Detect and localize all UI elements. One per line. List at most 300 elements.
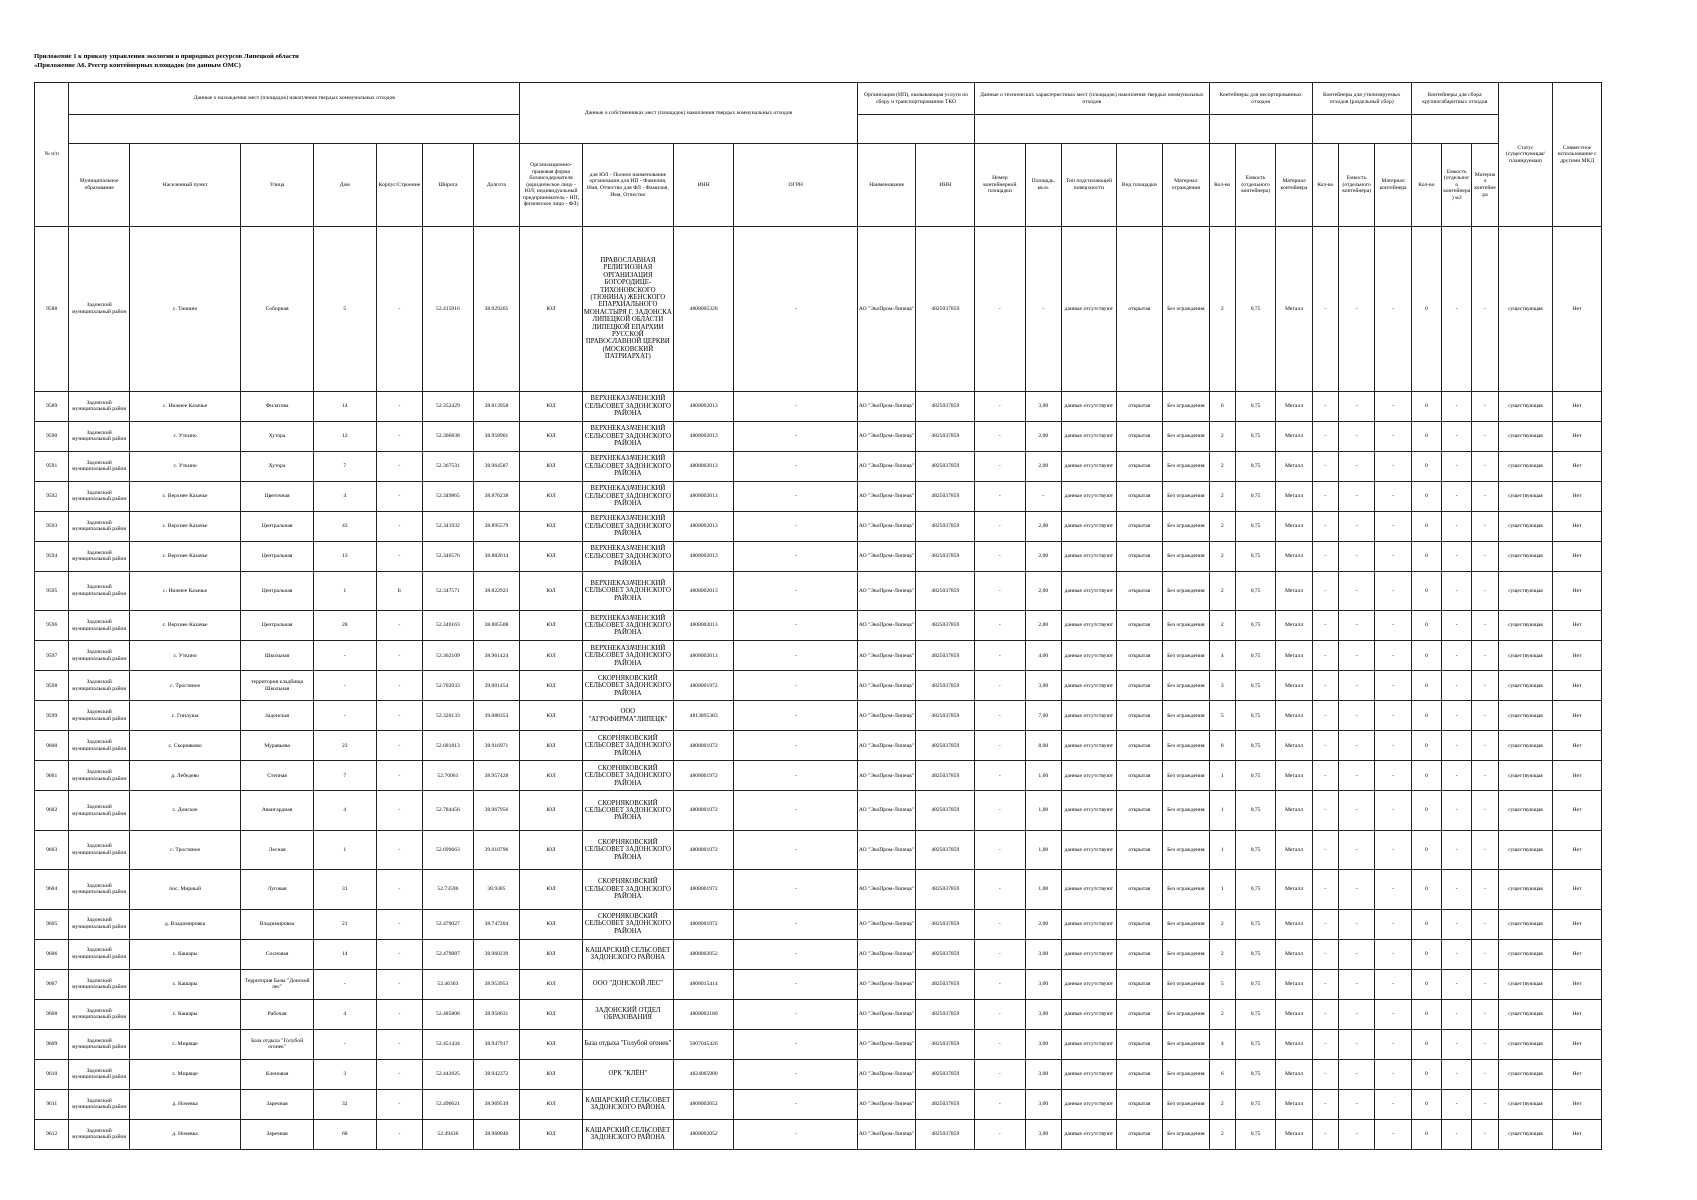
cell-inn: 4808001972 xyxy=(673,731,734,761)
cell-surface: данные отсутствуют xyxy=(1062,511,1117,541)
cell-legal-form: ЮЛ xyxy=(520,939,583,969)
cell-inn: 4808002013 xyxy=(673,541,734,571)
cell-municipality: Задонский муниципальный район xyxy=(69,701,130,731)
cell-operator-inn: 4825037859 xyxy=(916,999,975,1029)
cell-unsorted-qty: 2 xyxy=(1209,909,1235,939)
cell-status: существующая xyxy=(1498,830,1553,869)
cell-operator-inn: 4825037859 xyxy=(916,451,975,481)
cell-site-number: - xyxy=(975,1119,1026,1149)
cell-recyclable-qty: - xyxy=(1312,791,1338,830)
cell-unsorted-material: Металл xyxy=(1276,571,1312,610)
cell-settlement: с. Кашары xyxy=(130,999,241,1029)
cell-latitude: 52.49436 xyxy=(423,1119,474,1149)
col-header-settlement: Населенный пункт xyxy=(130,144,241,227)
cell-legal-form: ЮЛ xyxy=(520,701,583,731)
cell-building: - xyxy=(376,451,423,481)
cell-owner-name: ВЕРХНЕКАЗАЧЕНСКИЙ СЕЛЬСОВЕТ ЗАДОНСКОГО РАЙОНА xyxy=(582,481,673,511)
cell-surface: данные отсутствуют xyxy=(1062,391,1117,421)
cell-shared: Нет xyxy=(1553,227,1602,392)
cell-bulky-material: - xyxy=(1472,870,1498,909)
cell-shared: Нет xyxy=(1553,481,1602,511)
cell-recyclable-qty: - xyxy=(1312,641,1338,671)
cell-house: 7 xyxy=(313,451,376,481)
cell-num: 9597 xyxy=(35,641,69,671)
cell-area: 1,00 xyxy=(1025,870,1061,909)
cell-recyclable-capacity: - xyxy=(1338,791,1374,830)
cell-settlement: с. Донское xyxy=(130,791,241,830)
cell-fence: Без ограждения xyxy=(1163,421,1210,451)
col-header-recyclable-material: Материал контейнера xyxy=(1375,144,1411,227)
cell-longitude: 38.967956 xyxy=(473,791,520,830)
cell-house: 4 xyxy=(313,999,376,1029)
cell-latitude: 52.349865 xyxy=(423,481,474,511)
cell-recyclable-qty: - xyxy=(1312,701,1338,731)
cell-site-number: - xyxy=(975,731,1026,761)
cell-recyclable-qty: - xyxy=(1312,830,1338,869)
cell-municipality: Задонский муниципальный район xyxy=(69,761,130,791)
cell-recyclable-material: - xyxy=(1375,830,1411,869)
cell-fence: Без ограждения xyxy=(1163,1089,1210,1119)
cell-status: существующая xyxy=(1498,969,1553,999)
cell-site-number: - xyxy=(975,909,1026,939)
cell-house: 1 xyxy=(313,571,376,610)
cell-settlement: с. Уткино xyxy=(130,421,241,451)
group-spacer-operator xyxy=(857,115,974,144)
cell-owner-name: ООО "ДОНСКОЙ ЛЕС" xyxy=(582,969,673,999)
cell-latitude: 52.362109 xyxy=(423,641,474,671)
cell-settlement: д. Лебедево xyxy=(130,761,241,791)
cell-latitude: 52.699663 xyxy=(423,830,474,869)
cell-street: Школьная xyxy=(241,641,314,671)
cell-ogrn: - xyxy=(734,870,857,909)
cell-street: территория кладбища Школьная xyxy=(241,671,314,701)
cell-site-type: открытая xyxy=(1116,939,1163,969)
col-header-street: Улица xyxy=(241,144,314,227)
cell-unsorted-capacity: 0,75 xyxy=(1235,1119,1275,1149)
cell-building: - xyxy=(376,1089,423,1119)
cell-recyclable-qty: - xyxy=(1312,541,1338,571)
cell-num: 9612 xyxy=(35,1119,69,1149)
cell-longitude: 38.885508 xyxy=(473,611,520,641)
cell-unsorted-qty: 2 xyxy=(1209,511,1235,541)
cell-surface: данные отсутствуют xyxy=(1062,541,1117,571)
cell-bulky-material: - xyxy=(1472,731,1498,761)
cell-recyclable-material: - xyxy=(1375,671,1411,701)
cell-recyclable-material: - xyxy=(1375,1029,1411,1059)
cell-recyclable-qty: - xyxy=(1312,999,1338,1029)
cell-street: Авангардная xyxy=(241,791,314,830)
cell-fence: Без ограждения xyxy=(1163,909,1210,939)
cell-municipality: Задонский муниципальный район xyxy=(69,541,130,571)
cell-street: Владимировка xyxy=(241,909,314,939)
cell-area: 3,00 xyxy=(1025,1119,1061,1149)
cell-longitude: 38.953953 xyxy=(473,969,520,999)
cell-status: существующая xyxy=(1498,701,1553,731)
table-row xyxy=(35,830,1602,869)
cell-operator-name: АО "ЭкоПром-Липецк" xyxy=(857,791,916,830)
cell-municipality: Задонский муниципальный район xyxy=(69,1089,130,1119)
table-row xyxy=(35,791,1602,830)
table-row xyxy=(35,969,1602,999)
cell-owner-name: ВЕРХНЕКАЗАЧЕНСКИЙ СЕЛЬСОВЕТ ЗАДОНСКОГО РАЙОНА xyxy=(582,641,673,671)
cell-unsorted-capacity: 0,75 xyxy=(1235,391,1275,421)
cell-bulky-capacity: - xyxy=(1442,451,1472,481)
cell-inn: 4808002013 xyxy=(673,421,734,451)
col-header-recyclable-capacity: Емкость (отдельного контейнера) xyxy=(1338,144,1374,227)
cell-site-type: открытая xyxy=(1116,1089,1163,1119)
cell-site-number: - xyxy=(975,701,1026,731)
cell-ogrn: - xyxy=(734,909,857,939)
cell-operator-name: АО "ЭкоПром-Липецк" xyxy=(857,1029,916,1059)
cell-municipality: Задонский муниципальный район xyxy=(69,999,130,1029)
cell-recyclable-capacity: - xyxy=(1338,830,1374,869)
cell-inn: 4808005328 xyxy=(673,227,734,392)
cell-unsorted-capacity: 0,75 xyxy=(1235,1089,1275,1119)
cell-recyclable-qty: - xyxy=(1312,671,1338,701)
cell-operator-inn: 4825037859 xyxy=(916,1029,975,1059)
cell-ogrn: - xyxy=(734,1029,857,1059)
cell-unsorted-material: Металл xyxy=(1276,999,1312,1029)
cell-unsorted-qty: 2 xyxy=(1209,227,1235,392)
group-spacer-recyclable xyxy=(1312,115,1411,144)
cell-num: 9596 xyxy=(35,611,69,641)
cell-settlement: с. Верхнее Казачье xyxy=(130,541,241,571)
cell-inn: 4808001972 xyxy=(673,671,734,701)
cell-surface: данные отсутствуют xyxy=(1062,1089,1117,1119)
cell-house: 4 xyxy=(313,791,376,830)
cell-legal-form: ЮЛ xyxy=(520,761,583,791)
table-row xyxy=(35,1029,1602,1059)
cell-inn: 4808002180 xyxy=(673,999,734,1029)
cell-longitude: 38.813958 xyxy=(473,391,520,421)
cell-longitude: 38.882014 xyxy=(473,541,520,571)
cell-status: существующая xyxy=(1498,451,1553,481)
cell-latitude: 52.367531 xyxy=(423,451,474,481)
cell-ogrn: - xyxy=(734,421,857,451)
cell-settlement: с. Миряще xyxy=(130,1029,241,1059)
cell-status: существующая xyxy=(1498,1059,1553,1089)
cell-recyclable-capacity: - xyxy=(1338,671,1374,701)
cell-site-number: - xyxy=(975,611,1026,641)
cell-operator-inn: 4825037859 xyxy=(916,969,975,999)
cell-house: 7 xyxy=(313,761,376,791)
cell-bulky-capacity: - xyxy=(1442,641,1472,671)
cell-settlement: с. Тростяное xyxy=(130,830,241,869)
cell-settlement: пос. Мирный xyxy=(130,870,241,909)
cell-status: существующая xyxy=(1498,1119,1553,1149)
cell-bulky-qty: 0 xyxy=(1411,870,1441,909)
cell-ogrn: - xyxy=(734,641,857,671)
cell-unsorted-qty: 2 xyxy=(1209,999,1235,1029)
cell-site-number: - xyxy=(975,227,1026,392)
cell-site-type: открытая xyxy=(1116,999,1163,1029)
cell-bulky-material: - xyxy=(1472,611,1498,641)
cell-fence: Без ограждения xyxy=(1163,391,1210,421)
cell-bulky-material: - xyxy=(1472,1029,1498,1059)
cell-surface: данные отсутствуют xyxy=(1062,969,1117,999)
cell-recyclable-material: - xyxy=(1375,391,1411,421)
cell-status: существующая xyxy=(1498,611,1553,641)
cell-legal-form: ЮЛ xyxy=(520,1029,583,1059)
cell-legal-form: ЮЛ xyxy=(520,1089,583,1119)
cell-status: существующая xyxy=(1498,571,1553,610)
cell-bulky-qty: 0 xyxy=(1411,481,1441,511)
cell-municipality: Задонский муниципальный район xyxy=(69,227,130,392)
cell-surface: данные отсутствуют xyxy=(1062,701,1117,731)
cell-operator-name: АО "ЭкоПром-Липецк" xyxy=(857,571,916,610)
cell-municipality: Задонский муниципальный район xyxy=(69,671,130,701)
cell-house: 31 xyxy=(313,870,376,909)
cell-ogrn: - xyxy=(734,1119,857,1149)
cell-fence: Без ограждения xyxy=(1163,541,1210,571)
cell-municipality: Задонский муниципальный район xyxy=(69,611,130,641)
cell-bulky-qty: 0 xyxy=(1411,1059,1441,1089)
cell-status: существующая xyxy=(1498,761,1553,791)
cell-bulky-material: - xyxy=(1472,571,1498,610)
cell-inn: 4808002052 xyxy=(673,1119,734,1149)
cell-building: - xyxy=(376,701,423,731)
cell-latitude: 52.352429 xyxy=(423,391,474,421)
group-header-tech: Данные о технических характеристиках мест (площадок) накопления твердых коммунальных отходов xyxy=(975,83,1210,115)
cell-building: - xyxy=(376,227,423,392)
cell-operator-name: АО "ЭкоПром-Липецк" xyxy=(857,671,916,701)
cell-unsorted-material: Металл xyxy=(1276,541,1312,571)
cell-num: 9600 xyxy=(35,731,69,761)
cell-house: 1 xyxy=(313,830,376,869)
cell-bulky-capacity: - xyxy=(1442,1089,1472,1119)
col-header-bulky-qty: Кол-во xyxy=(1411,144,1441,227)
cell-recyclable-capacity: - xyxy=(1338,451,1374,481)
cell-bulky-capacity: - xyxy=(1442,909,1472,939)
cell-bulky-material: - xyxy=(1472,511,1498,541)
cell-num: 9606 xyxy=(35,939,69,969)
cell-bulky-qty: 0 xyxy=(1411,999,1441,1029)
group-spacer-location xyxy=(69,115,520,144)
cell-street: Заречная xyxy=(241,1089,314,1119)
cell-settlement: с. Миряще xyxy=(130,1059,241,1089)
cell-street: Центральная xyxy=(241,541,314,571)
cell-recyclable-material: - xyxy=(1375,481,1411,511)
cell-fence: Без ограждения xyxy=(1163,731,1210,761)
cell-unsorted-capacity: 0,75 xyxy=(1235,611,1275,641)
cell-house: 21 xyxy=(313,909,376,939)
cell-unsorted-material: Металл xyxy=(1276,511,1312,541)
cell-operator-inn: 4825037859 xyxy=(916,761,975,791)
cell-settlement: с. Верхнее Казачье xyxy=(130,611,241,641)
cell-shared: Нет xyxy=(1553,731,1602,761)
group-spacer-unsorted xyxy=(1209,115,1312,144)
cell-legal-form: ЮЛ xyxy=(520,611,583,641)
cell-longitude: 38.968046 xyxy=(473,1119,520,1149)
cell-unsorted-material: Металл xyxy=(1276,227,1312,392)
cell-shared: Нет xyxy=(1553,870,1602,909)
cell-settlement: д. Владимировка xyxy=(130,909,241,939)
cell-operator-name: АО "ЭкоПром-Липецк" xyxy=(857,969,916,999)
cell-site-number: - xyxy=(975,939,1026,969)
cell-street: Лесная xyxy=(241,830,314,869)
cell-ogrn: - xyxy=(734,761,857,791)
cell-operator-name: АО "ЭкоПром-Липецк" xyxy=(857,421,916,451)
cell-unsorted-qty: 2 xyxy=(1209,939,1235,969)
col-header-site-number: Номер контейнерной площадки xyxy=(975,144,1026,227)
cell-area: 2,00 xyxy=(1025,541,1061,571)
registry-table-header xyxy=(35,83,1602,227)
group-header-recyclable: Контейнеры для утилизируемых отходов (раздельный сбор) xyxy=(1312,83,1411,115)
cell-fence: Без ограждения xyxy=(1163,671,1210,701)
col-header-shared: Совместное использование с другими МКД xyxy=(1553,83,1602,227)
group-header-location: Данные о нахождении мест (площадок) накопления твердых коммунальных отходов xyxy=(69,83,520,115)
cell-recyclable-capacity: - xyxy=(1338,511,1374,541)
cell-operator-inn: 4825037859 xyxy=(916,511,975,541)
cell-legal-form: ЮЛ xyxy=(520,451,583,481)
cell-bulky-capacity: - xyxy=(1442,227,1472,392)
cell-site-number: - xyxy=(975,481,1026,511)
cell-fence: Без ограждения xyxy=(1163,451,1210,481)
cell-ogrn: - xyxy=(734,611,857,641)
cell-site-number: - xyxy=(975,671,1026,701)
cell-bulky-capacity: - xyxy=(1442,571,1472,610)
cell-ogrn: - xyxy=(734,731,857,761)
cell-unsorted-material: Металл xyxy=(1276,870,1312,909)
cell-bulky-qty: 0 xyxy=(1411,939,1441,969)
cell-recyclable-material: - xyxy=(1375,731,1411,761)
cell-site-type: открытая xyxy=(1116,791,1163,830)
cell-operator-name: АО "ЭкоПром-Липецк" xyxy=(857,761,916,791)
cell-bulky-qty: 0 xyxy=(1411,969,1441,999)
cell-shared: Нет xyxy=(1553,511,1602,541)
cell-unsorted-qty: 1 xyxy=(1209,761,1235,791)
cell-surface: данные отсутствуют xyxy=(1062,481,1117,511)
cell-latitude: 52.490621 xyxy=(423,1089,474,1119)
cell-num: 9610 xyxy=(35,1059,69,1089)
cell-site-type: открытая xyxy=(1116,451,1163,481)
cell-surface: данные отсутствуют xyxy=(1062,641,1117,671)
cell-owner-name: ВЕРХНЕКАЗАЧЕНСКИЙ СЕЛЬСОВЕТ ЗАДОНСКОГО РАЙОНА xyxy=(582,451,673,481)
cell-building: Б xyxy=(376,571,423,610)
cell-house: 13 xyxy=(313,541,376,571)
cell-municipality: Задонский муниципальный район xyxy=(69,731,130,761)
cell-num: 9589 xyxy=(35,391,69,421)
cell-status: существующая xyxy=(1498,999,1553,1029)
cell-owner-name: ПРАВОСЛАВНАЯ РЕЛИГИОЗНАЯ ОРГАНИЗАЦИЯ БОГОРОДИЦЕ-ТИХОНОВСКОГО (ТЮНИНА) ЖЕНСКОГО ЕПАРХИАЛЬНОГО МОНАСТЫРЯ Г. ЗАДОНСКА ЛИПЕЦКОЙ ОБЛАСТИ ЛИПЕЦКОЙ ЕПАРХИИ РУССКОЙ ПРАВОСЛАВНОЙ ЦЕРКВИ (МОСКОВСКИЙ ПАТРИАРХАТ) xyxy=(582,227,673,392)
cell-legal-form: ЮЛ xyxy=(520,1119,583,1149)
cell-operator-name: АО "ЭкоПром-Липецк" xyxy=(857,939,916,969)
cell-owner-name: ОРК "КЛЁН" xyxy=(582,1059,673,1089)
cell-longitude: 38.895579 xyxy=(473,511,520,541)
cell-operator-name: АО "ЭкоПром-Липецк" xyxy=(857,870,916,909)
cell-shared: Нет xyxy=(1553,451,1602,481)
cell-operator-name: АО "ЭкоПром-Липецк" xyxy=(857,541,916,571)
cell-bulky-capacity: - xyxy=(1442,999,1472,1029)
cell-bulky-qty: 0 xyxy=(1411,1119,1441,1149)
cell-num: 9599 xyxy=(35,701,69,731)
cell-recyclable-qty: - xyxy=(1312,870,1338,909)
cell-operator-inn: 4825037859 xyxy=(916,571,975,610)
cell-bulky-material: - xyxy=(1472,451,1498,481)
cell-operator-name: АО "ЭкоПром-Липецк" xyxy=(857,641,916,671)
container-sites-registry-table xyxy=(34,82,1602,1150)
cell-latitude: 52.479027 xyxy=(423,909,474,939)
cell-owner-name: КАШАРСКИЙ СЕЛЬСОВЕТ ЗАДОНСКОГО РАЙОНА xyxy=(582,1089,673,1119)
cell-shared: Нет xyxy=(1553,761,1602,791)
cell-bulky-material: - xyxy=(1472,1119,1498,1149)
cell-building: - xyxy=(376,541,423,571)
cell-recyclable-capacity: - xyxy=(1338,421,1374,451)
cell-fence: Без ограждения xyxy=(1163,641,1210,671)
cell-fence: Без ограждения xyxy=(1163,1059,1210,1089)
cell-unsorted-capacity: 0,75 xyxy=(1235,641,1275,671)
cell-shared: Нет xyxy=(1553,701,1602,731)
cell-unsorted-material: Металл xyxy=(1276,761,1312,791)
cell-ogrn: - xyxy=(734,671,857,701)
cell-surface: данные отсутствуют xyxy=(1062,611,1117,641)
cell-longitude: 39.010796 xyxy=(473,830,520,869)
cell-latitude: 52.479087 xyxy=(423,939,474,969)
table-row xyxy=(35,511,1602,541)
cell-bulky-material: - xyxy=(1472,421,1498,451)
cell-recyclable-capacity: - xyxy=(1338,939,1374,969)
cell-unsorted-capacity: 0,75 xyxy=(1235,761,1275,791)
cell-surface: данные отсутствуют xyxy=(1062,227,1117,392)
cell-recyclable-qty: - xyxy=(1312,421,1338,451)
cell-longitude: 38.958631 xyxy=(473,999,520,1029)
cell-num: 9598 xyxy=(35,671,69,701)
cell-area: 2,00 xyxy=(1025,571,1061,610)
cell-owner-name: СКОРНЯКОВСКИЙ СЕЛЬСОВЕТ ЗАДОНСКОГО РАЙОНА xyxy=(582,870,673,909)
table-row xyxy=(35,731,1602,761)
col-header-num: № п/п xyxy=(35,83,69,227)
cell-bulky-material: - xyxy=(1472,969,1498,999)
cell-bulky-qty: 0 xyxy=(1411,909,1441,939)
cell-bulky-qty: 0 xyxy=(1411,611,1441,641)
cell-recyclable-qty: - xyxy=(1312,1119,1338,1149)
cell-recyclable-capacity: - xyxy=(1338,999,1374,1029)
cell-surface: данные отсутствуют xyxy=(1062,571,1117,610)
col-header-ogrn: ОГРН xyxy=(734,144,857,227)
cell-site-number: - xyxy=(975,541,1026,571)
cell-inn: 4808001972 xyxy=(673,870,734,909)
cell-operator-inn: 4825037859 xyxy=(916,421,975,451)
cell-unsorted-material: Металл xyxy=(1276,701,1312,731)
cell-bulky-capacity: - xyxy=(1442,541,1472,571)
cell-municipality: Задонский муниципальный район xyxy=(69,939,130,969)
cell-area: 3,00 xyxy=(1025,939,1061,969)
cell-fence: Без ограждения xyxy=(1163,227,1210,392)
table-row xyxy=(35,701,1602,731)
cell-shared: Нет xyxy=(1553,1089,1602,1119)
cell-unsorted-qty: 2 xyxy=(1209,1119,1235,1149)
document-header xyxy=(34,52,299,70)
cell-shared: Нет xyxy=(1553,671,1602,701)
table-row xyxy=(35,571,1602,610)
cell-status: существующая xyxy=(1498,731,1553,761)
cell-site-type: открытая xyxy=(1116,731,1163,761)
cell-unsorted-material: Металл xyxy=(1276,1029,1312,1059)
cell-legal-form: ЮЛ xyxy=(520,1059,583,1089)
cell-municipality: Задонский муниципальный район xyxy=(69,1059,130,1089)
cell-latitude: 52.326133 xyxy=(423,701,474,731)
cell-unsorted-capacity: 0,75 xyxy=(1235,969,1275,999)
cell-operator-inn: 4825037859 xyxy=(916,641,975,671)
cell-unsorted-capacity: 0,75 xyxy=(1235,671,1275,701)
cell-owner-name: СКОРНЯКОВСКИЙ СЕЛЬСОВЕТ ЗАДОНСКОГО РАЙОНА xyxy=(582,731,673,761)
cell-recyclable-capacity: - xyxy=(1338,870,1374,909)
cell-bulky-material: - xyxy=(1472,939,1498,969)
cell-longitude: 38.960239 xyxy=(473,939,520,969)
cell-longitude: 39.001454 xyxy=(473,671,520,701)
cell-house: - xyxy=(313,969,376,999)
cell-fence: Без ограждения xyxy=(1163,1119,1210,1149)
